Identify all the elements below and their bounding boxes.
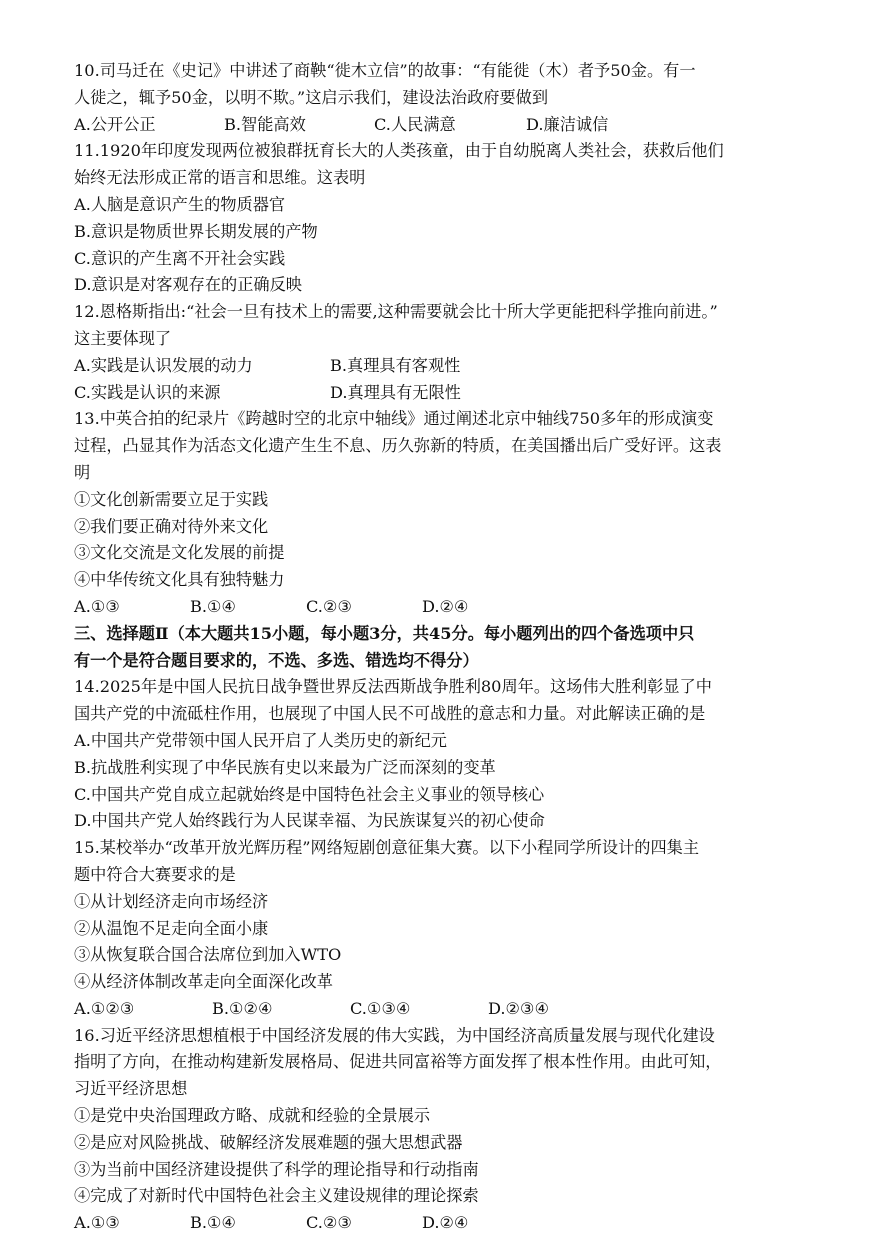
answer-options — [74, 112, 804, 139]
option-a: A.中国共产党带领中国人民开启了人类历史的新纪元 — [74, 730, 447, 750]
option-b: B.抗战胜利实现了中华民族有史以来最为广泛而深刻的变革 — [74, 757, 496, 777]
question-stem-line: 10.司马迁在《史记》中讲述了商鞅“徙木立信”的故事：“有能徙（木）者予50金。有一 — [74, 61, 696, 80]
question-stem-line: 始终无法形成正常的语言和思维。这表明 — [74, 168, 366, 188]
option-a: A.公开公正 — [74, 114, 156, 134]
option-b: B.①④ — [190, 596, 237, 616]
statement-3: ③从恢复联合国合法席位到加入WTO — [74, 945, 342, 965]
option-a: A.人脑是意识产生的物质器官 — [74, 194, 286, 214]
question-12 — [74, 299, 804, 406]
question-stem-line: 13.中英合拍的纪录片《跨越时空的北京中轴线》通过阐述北京中轴线750多年的形成演变 — [74, 409, 714, 429]
statement-1: ①从计划经济走向市场经济 — [74, 891, 269, 911]
option-b: B.智能高效 — [224, 114, 306, 134]
question-stem-line: 这主要体现了 — [74, 328, 172, 348]
option-d: D.中国共产党人始终践行为人民谋幸福、为民族谋复兴的初心使命 — [74, 811, 545, 831]
option-c: C.①③④ — [350, 998, 411, 1018]
option-d: D.意识是对客观存在的正确反映 — [74, 275, 302, 295]
question-stem-line: 习近平经济思想 — [74, 1079, 188, 1099]
option-a: A.①③ — [74, 596, 120, 616]
answer-options — [74, 380, 804, 407]
question-stem-line: 指明了方向，在推动构建新发展格局、促进共同富裕等方面发挥了根本性作用。由此可知， — [74, 1052, 722, 1072]
question-13 — [74, 406, 804, 620]
question-stem-line: 16.习近平经济思想植根于中国经济发展的伟大实践，为中国经济高质量发展与现代化建设 — [74, 1025, 715, 1045]
option-a: A.①③ — [74, 1213, 120, 1233]
option-c: C.实践是认识的来源 — [74, 382, 221, 402]
statement-4: ④完成了对新时代中国特色社会主义建设规律的理论探索 — [74, 1186, 479, 1206]
option-b: B.意识是物质世界长期发展的产物 — [74, 221, 318, 241]
question-stem-line: 11.1920年印度发现两位被狼群抚育长大的人类孩童，由于自幼脱离人类社会，获救后他们 — [74, 141, 724, 161]
statement-2: ②是应对风险挑战、破解经济发展难题的强大思想武器 — [74, 1132, 463, 1152]
question-stem-line: 14.2025年是中国人民抗日战争暨世界反法西斯战争胜利80周年。这场伟大胜利彰显了中 — [74, 677, 712, 697]
statement-2: ②从温饱不足走向全面小康 — [74, 918, 269, 938]
statement-1: ①文化创新需要立足于实践 — [74, 489, 269, 509]
option-a: A.实践是认识发展的动力 — [74, 355, 253, 375]
option-d: D.②④ — [422, 596, 469, 616]
question-14 — [74, 674, 804, 835]
question-11 — [74, 138, 804, 299]
question-stem-line: 12.恩格斯指出:“社会一旦有技术上的需要,这种需要就会比十所大学更能把科学推向前进。” — [74, 302, 718, 322]
question-15 — [74, 835, 804, 1023]
exam-page — [74, 58, 804, 1237]
question-16 — [74, 1023, 804, 1237]
statement-1: ①是党中央治国理政方略、成就和经验的全景展示 — [74, 1106, 431, 1126]
statement-3: ③为当前中国经济建设提供了科学的理论指导和行动指南 — [74, 1159, 479, 1179]
section-heading-line: 有一个是符合题目要求的，不选、多选、错选均不得分） — [74, 650, 479, 670]
option-b: B.真理具有客观性 — [330, 355, 461, 375]
option-d: D.廉洁诚信 — [526, 114, 609, 134]
option-b: B.①②④ — [212, 998, 273, 1018]
answer-options — [74, 1210, 804, 1237]
question-stem-line: 15.某校举办“改革开放光辉历程”网络短剧创意征集大赛。以下小程同学所设计的四集主 — [74, 838, 700, 858]
option-c: C.意识的产生离不开社会实践 — [74, 248, 286, 268]
option-d: D.真理具有无限性 — [330, 382, 461, 402]
question-stem-line: 明 — [74, 462, 91, 482]
option-d: D.②④ — [422, 1213, 469, 1233]
answer-options — [74, 594, 804, 621]
statement-4: ④从经济体制改革走向全面深化改革 — [74, 972, 333, 992]
question-10 — [74, 58, 804, 138]
option-c: C.②③ — [306, 596, 352, 616]
option-d: D.②③④ — [488, 998, 550, 1018]
question-stem-line: 题中符合大赛要求的是 — [74, 864, 236, 884]
question-stem-line: 人徙之，辄予50金，以明不欺。”这启示我们，建设法治政府要做到 — [74, 87, 549, 107]
answer-options — [74, 996, 804, 1023]
section-heading — [74, 621, 804, 675]
statement-2: ②我们要正确对待外来文化 — [74, 516, 269, 536]
option-c: C.②③ — [306, 1213, 352, 1233]
section-heading-line: 三、选择题Ⅱ（本大题共15小题，每小题3分，共45分。每小题列出的四个备选项中只 — [74, 623, 695, 643]
option-c: C.人民满意 — [374, 114, 456, 134]
option-a: A.①②③ — [74, 998, 135, 1018]
option-c: C.中国共产党自成立起就始终是中国特色社会主义事业的领导核心 — [74, 784, 545, 804]
statement-3: ③文化交流是文化发展的前提 — [74, 543, 285, 563]
answer-options — [74, 353, 804, 380]
option-b: B.①④ — [190, 1213, 237, 1233]
question-stem-line: 国共产党的中流砥柱作用，也展现了中国人民不可战胜的意志和力量。对此解读正确的是 — [74, 704, 706, 724]
statement-4: ④中华传统文化具有独特魅力 — [74, 570, 285, 590]
question-stem-line: 过程，凸显其作为活态文化遗产生生不息、历久弥新的特质，在美国播出后广受好评。这表 — [74, 436, 722, 456]
